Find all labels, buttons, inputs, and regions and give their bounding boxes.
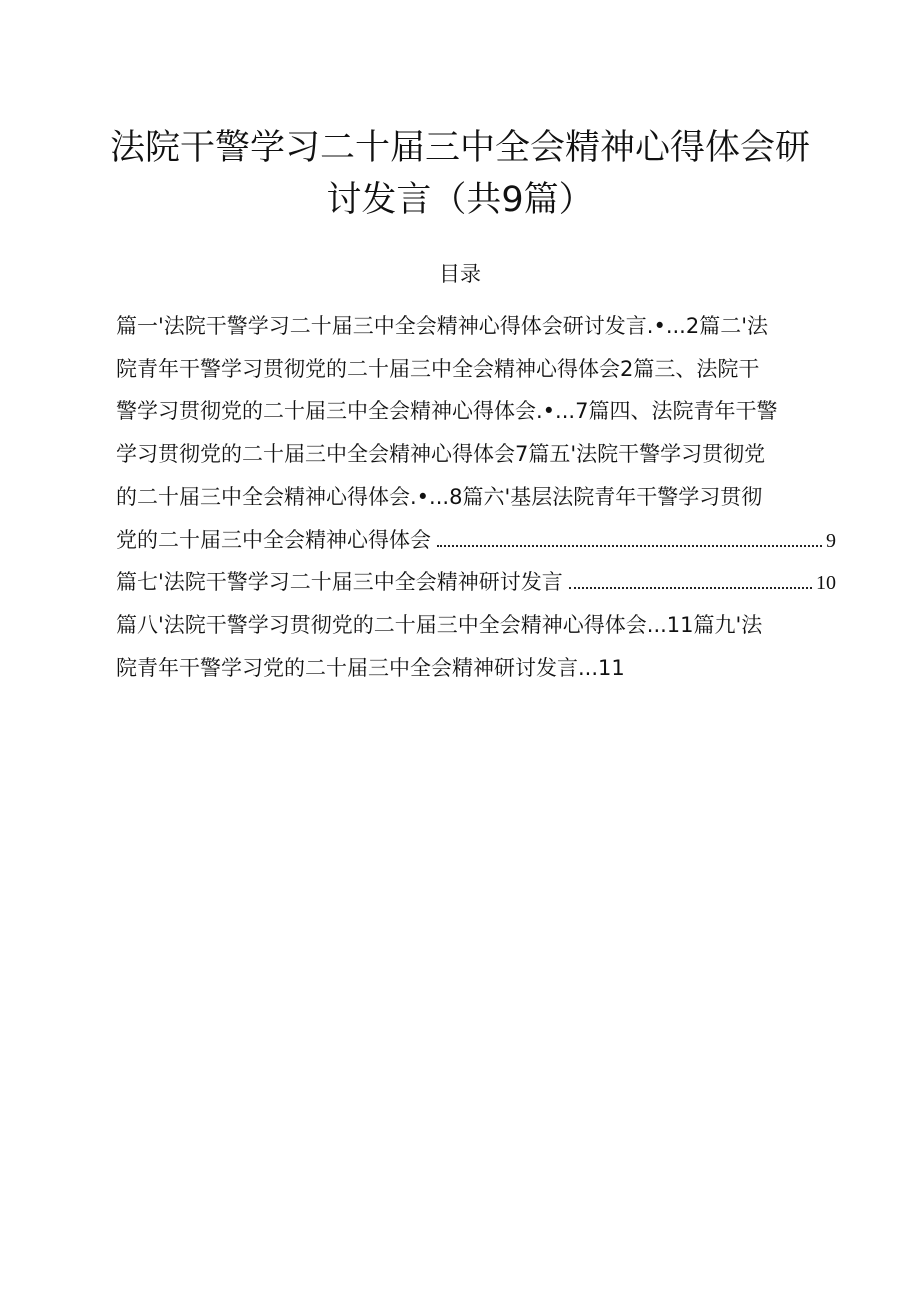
toc-entry-text: 篇七'法院干警学习二十届三中全会精神研讨发言 xyxy=(116,570,563,594)
toc-line: 院青年干警学习党的二十届三中全会精神研讨发言...11 xyxy=(116,656,625,680)
toc-line: 学习贯彻党的二十届三中全会精神心得体会7篇五'法院干警学习贯彻党 xyxy=(116,442,766,466)
toc-page-number: 9 xyxy=(826,530,836,552)
toc-line: 篇八'法院干警学习贯彻党的二十届三中全会精神心得体会...11篇九'法 xyxy=(116,613,763,637)
dot-leader xyxy=(569,587,812,589)
toc-entry-dotted xyxy=(116,524,836,556)
document-title-line-1: 法院干警学习二十届三中全会精神心得体会研 xyxy=(109,128,810,168)
toc-heading: 目录 xyxy=(439,262,481,286)
toc-line: 篇一'法院干警学习二十届三中全会精神心得体会研讨发言.•...2篇二'法 xyxy=(116,314,768,338)
toc-line: 警学习贯彻党的二十届三中全会精神心得体会.•...7篇四、法院青年干警 xyxy=(116,399,778,423)
toc-line: 的二十届三中全会精神心得体会.•...8篇六'基层法院青年干警学习贯彻 xyxy=(116,485,763,509)
document-title-line-2: 讨发言（共9篇） xyxy=(326,180,594,220)
toc-page-number: 10 xyxy=(816,572,836,594)
toc-line: 院青年干警学习贯彻党的二十届三中全会精神心得体会2篇三、法院干 xyxy=(116,357,760,381)
dot-leader xyxy=(437,545,822,547)
toc-entry-dotted xyxy=(116,566,836,598)
toc-entry-text: 党的二十届三中全会精神心得体会 xyxy=(116,528,431,552)
